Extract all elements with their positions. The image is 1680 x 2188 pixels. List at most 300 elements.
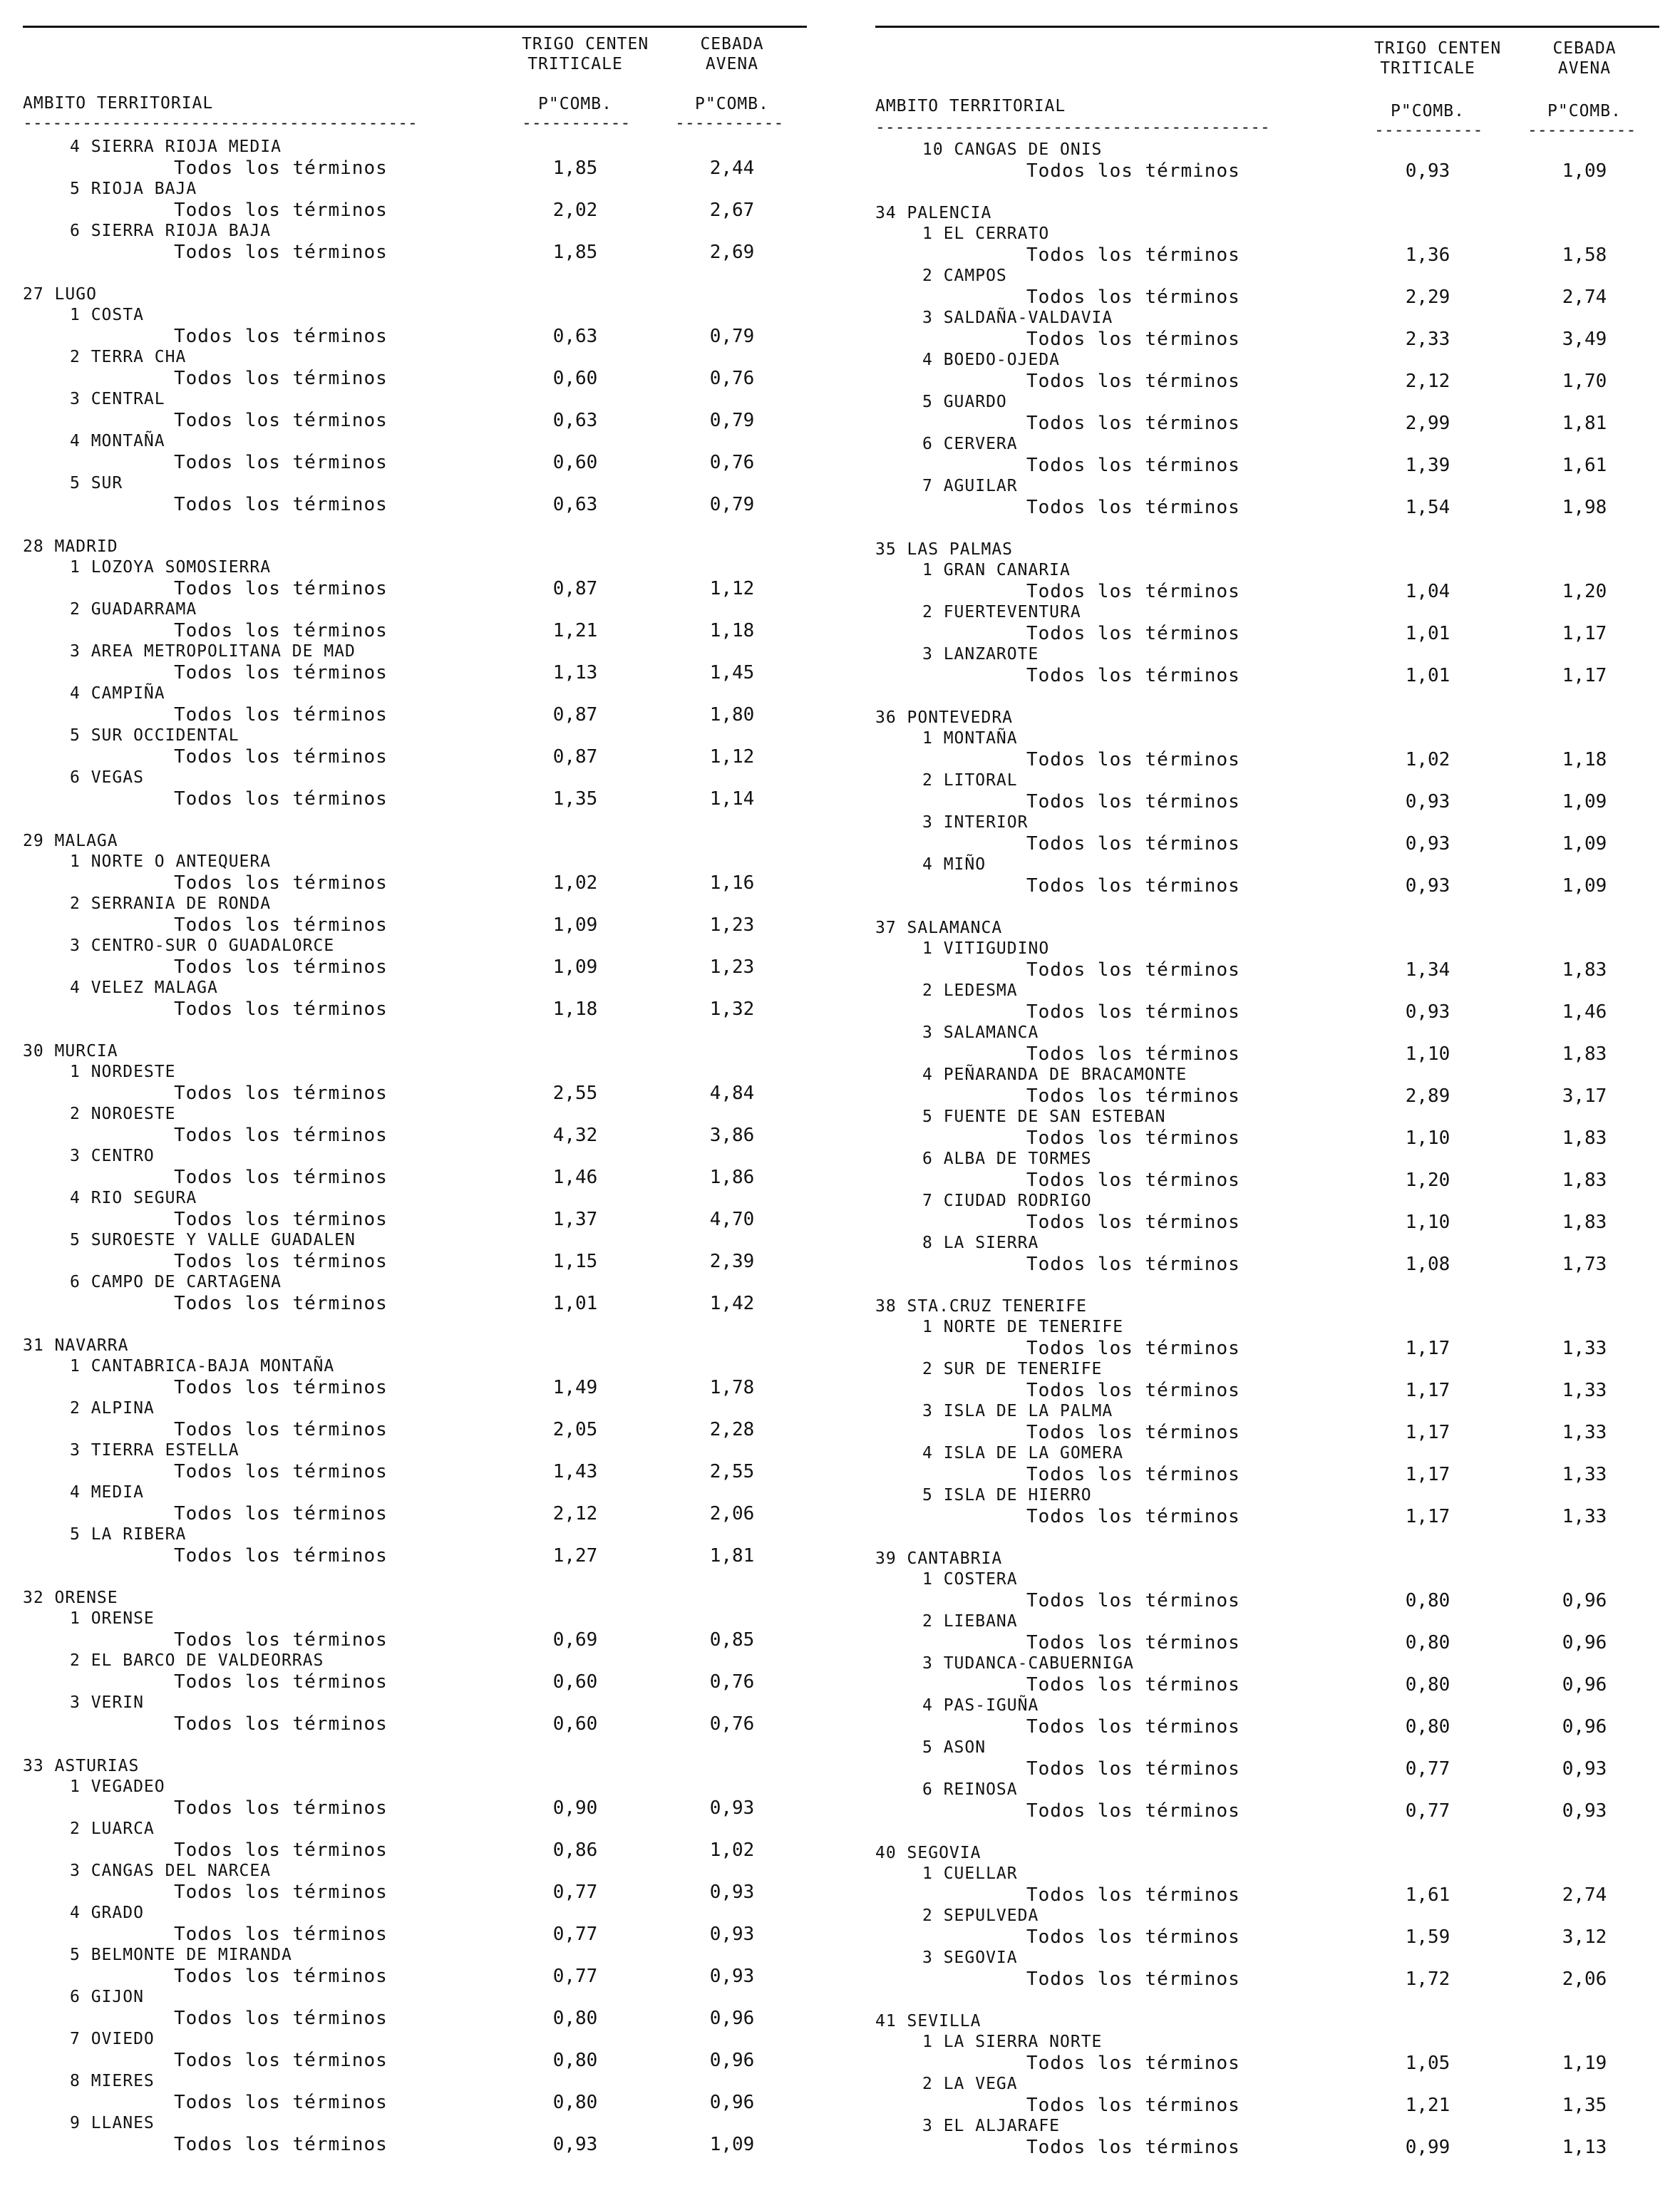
term-label: Todos los términos: [174, 956, 388, 978]
zone-heading: 1 NORTE DE TENERIFE: [922, 1318, 1124, 1336]
zone-heading: 5 LA RIBERA: [70, 1525, 187, 1544]
trigo-value: 2,12: [552, 1503, 598, 1524]
term-label: Todos los términos: [174, 1713, 388, 1735]
table-row: [23, 452, 828, 473]
term-label: Todos los términos: [1026, 1254, 1240, 1275]
cebada-value: 0,79: [709, 494, 755, 515]
term-label: Todos los términos: [1026, 1338, 1240, 1359]
trigo-value: 1,39: [1405, 455, 1450, 476]
zone-heading: 9 LLANES: [70, 2114, 155, 2132]
trigo-value: 0,80: [1405, 1632, 1450, 1653]
term-label: Todos los términos: [174, 1966, 388, 1987]
trigo-value: 0,69: [552, 1629, 598, 1651]
trigo-value: 1,37: [552, 1209, 598, 1230]
spacer: [875, 1275, 1680, 1296]
zone-heading: 6 REINOSA: [922, 1780, 1018, 1799]
table-row: [875, 2095, 1680, 2116]
trigo-value: 0,87: [552, 578, 598, 599]
cebada-value: 0,76: [709, 1671, 755, 1693]
zone-heading: 4 PEÑARANDA DE BRACAMONTE: [922, 1065, 1187, 1084]
term-label: Todos los términos: [174, 662, 388, 683]
zone-heading: 2 SEPULVEDA: [922, 1906, 1039, 1925]
province-heading: 31 NAVARRA: [23, 1336, 129, 1355]
cebada-value: 0,93: [709, 1924, 755, 1945]
term-label: Todos los términos: [174, 1419, 388, 1440]
trigo-value: 1,72: [1405, 1968, 1450, 1990]
table-row: [875, 581, 1680, 602]
table-row: [875, 2053, 1680, 2074]
cebada-value: 1,33: [1562, 1506, 1607, 1527]
term-label: Todos los términos: [174, 1629, 388, 1651]
table-row: [23, 914, 828, 936]
zone-heading: 3 SALDAÑA-VALDAVIA: [922, 309, 1113, 327]
term-label: Todos los términos: [1026, 1758, 1240, 1780]
trigo-value: 1,01: [1405, 665, 1450, 686]
term-label: Todos los términos: [1026, 2095, 1240, 2116]
spacer: [23, 810, 828, 831]
table-row: [23, 1924, 828, 1945]
trigo-value: 0,60: [552, 1671, 598, 1693]
province-heading: 30 MURCIA: [23, 1042, 118, 1061]
trigo-value: 2,99: [1405, 413, 1450, 434]
trigo-value: 0,80: [552, 2092, 598, 2113]
zone-heading: 2 LITORAL: [922, 771, 1018, 790]
term-label: Todos los términos: [1026, 959, 1240, 981]
term-label: Todos los términos: [174, 2008, 388, 2029]
table-row: [875, 1170, 1680, 1191]
ambito-rule: ----------------------------------------: [23, 114, 418, 133]
cebada-value: 1,17: [1562, 623, 1607, 644]
cebada-value: 1,81: [709, 1545, 755, 1567]
zone-heading: 6 CERVERA: [922, 435, 1018, 453]
trigo-value: 1,17: [1405, 1338, 1450, 1359]
table-row: [23, 1419, 828, 1440]
term-label: Todos los términos: [1026, 1800, 1240, 1822]
cebada-value: 1,16: [709, 872, 755, 894]
zone-heading: 2 SERRANIA DE RONDA: [70, 894, 272, 913]
zone-heading: 8 MIERES: [70, 2072, 155, 2090]
trigo-value: 0,93: [1405, 833, 1450, 855]
cebada-value: 3,12: [1562, 1926, 1607, 1948]
zone-heading: 3 TIERRA ESTELLA: [70, 1441, 239, 1460]
term-label: Todos los términos: [1026, 1464, 1240, 1485]
trigo-value: 0,87: [552, 746, 598, 768]
trigo-value: 1,36: [1405, 244, 1450, 266]
cebada-value: 2,55: [709, 1461, 755, 1482]
table-row: [875, 1254, 1680, 1275]
zone-heading: 3 SALAMANCA: [922, 1023, 1039, 1042]
term-label: Todos los términos: [1026, 1632, 1240, 1653]
table-row: [875, 1338, 1680, 1359]
table-body-left: [23, 137, 828, 2155]
cebada-value: 0,76: [709, 368, 755, 389]
spacer: [875, 686, 1680, 708]
term-label: Todos los términos: [1026, 1590, 1240, 1611]
province-heading: 29 MALAGA: [23, 832, 118, 850]
zone-heading: 3 LANZAROTE: [922, 645, 1039, 664]
province-heading: 36 PONTEVEDRA: [875, 708, 1014, 727]
term-label: Todos los términos: [1026, 1884, 1240, 1906]
col1-rule: -----------: [1374, 121, 1483, 140]
term-label: Todos los términos: [1026, 1127, 1240, 1149]
term-label: Todos los términos: [1026, 1926, 1240, 1948]
trigo-value: 1,04: [1405, 581, 1450, 602]
table-row: [23, 1125, 828, 1146]
table-row: [875, 1674, 1680, 1696]
zone-heading: 2 LUARCA: [70, 1820, 155, 1838]
trigo-value: 1,01: [552, 1293, 598, 1314]
table-row: [875, 1800, 1680, 1822]
term-label: Todos los términos: [1026, 581, 1240, 602]
cebada-value: 0,76: [709, 1713, 755, 1735]
term-label: Todos los términos: [174, 1293, 388, 1314]
zone-heading: 5 GUARDO: [922, 393, 1007, 411]
trigo-value: 0,80: [1405, 1590, 1450, 1611]
cebada-value: 1,09: [1562, 791, 1607, 812]
trigo-value: 0,93: [1405, 791, 1450, 812]
zone-heading: 4 MONTAÑA: [70, 432, 165, 450]
term-label: Todos los términos: [174, 368, 388, 389]
col2-rule: -----------: [675, 114, 784, 133]
cebada-value: 2,69: [709, 242, 755, 263]
cebada-value: 1,70: [1562, 371, 1607, 392]
term-label: Todos los términos: [1026, 1380, 1240, 1401]
cebada-value: 1,83: [1562, 1127, 1607, 1149]
spacer: [23, 1567, 828, 1588]
zone-heading: 5 ASON: [922, 1738, 986, 1757]
trigo-value: 4,32: [552, 1125, 598, 1146]
table-row: [23, 158, 828, 179]
col1-unit: P"COMB.: [538, 95, 612, 113]
zone-heading: 4 CAMPIÑA: [70, 684, 165, 703]
trigo-value: 0,77: [1405, 1800, 1450, 1822]
cebada-value: 0,96: [1562, 1674, 1607, 1696]
cebada-value: 1,46: [1562, 1001, 1607, 1023]
cebada-value: 1,14: [709, 788, 755, 810]
ambito-rule: ----------------------------------------: [875, 118, 1270, 137]
cebada-value: 0,93: [1562, 1800, 1607, 1822]
table-row: [875, 244, 1680, 266]
cebada-value: 3,49: [1562, 329, 1607, 350]
left-column: [23, 0, 828, 2188]
zone-heading: 2 TERRA CHA: [70, 348, 187, 366]
cebada-value: 1,09: [709, 2134, 755, 2155]
trigo-value: 1,17: [1405, 1506, 1450, 1527]
cebada-value: 1,61: [1562, 455, 1607, 476]
table-body-right: [875, 140, 1680, 2158]
zone-heading: 4 VELEZ MALAGA: [70, 979, 218, 997]
zone-heading: 5 ISLA DE HIERRO: [922, 1486, 1092, 1505]
zone-heading: 2 EL BARCO DE VALDEORRAS: [70, 1651, 324, 1670]
term-label: Todos los términos: [174, 1797, 388, 1819]
cebada-value: 1,83: [1562, 1212, 1607, 1233]
table-row: [875, 959, 1680, 981]
table-row: [875, 497, 1680, 518]
cebada-value: 1,33: [1562, 1464, 1607, 1485]
trigo-value: 0,63: [552, 410, 598, 431]
trigo-value: 2,02: [552, 200, 598, 221]
trigo-value: 1,49: [552, 1377, 598, 1398]
trigo-value: 1,85: [552, 242, 598, 263]
table-row: [875, 329, 1680, 350]
trigo-value: 1,35: [552, 788, 598, 810]
zone-heading: 1 ORENSE: [70, 1609, 155, 1628]
zone-heading: 2 LIEBANA: [922, 1612, 1018, 1631]
table-row: [23, 578, 828, 599]
trigo-value: 0,60: [552, 452, 598, 473]
trigo-value: 0,93: [552, 2134, 598, 2155]
zone-heading: 6 VEGAS: [70, 768, 144, 787]
trigo-value: 1,43: [552, 1461, 598, 1482]
cebada-value: 3,17: [1562, 1085, 1607, 1107]
table-row: [23, 494, 828, 515]
table-row: [23, 1671, 828, 1693]
zone-heading: 2 SUR DE TENERIFE: [922, 1360, 1103, 1378]
table-row: [23, 1882, 828, 1903]
term-label: Todos los términos: [174, 620, 388, 641]
table-row: [23, 1797, 828, 1819]
cebada-value: 1,80: [709, 704, 755, 726]
term-label: Todos los términos: [174, 326, 388, 347]
top-rule: [875, 26, 1659, 28]
term-label: Todos los términos: [174, 2092, 388, 2113]
zone-heading: 2 CAMPOS: [922, 267, 1007, 285]
zone-heading: 1 EL CERRATO: [922, 225, 1050, 243]
term-label: Todos los términos: [174, 746, 388, 768]
zone-heading: 4 PAS-IGUÑA: [922, 1696, 1039, 1715]
col2-unit: P"COMB.: [695, 95, 769, 113]
table-row: [23, 1713, 828, 1735]
cebada-value: 0,96: [709, 2008, 755, 2029]
table-row: [23, 2008, 828, 2029]
cebada-value: 1,81: [1562, 413, 1607, 434]
zone-heading: 1 LA SIERRA NORTE: [922, 2033, 1103, 2051]
province-heading: 41 SEVILLA: [875, 2012, 981, 2030]
table-row: [875, 160, 1680, 182]
cebada-value: 1,58: [1562, 244, 1607, 266]
zone-heading: 4 ISLA DE LA GOMERA: [922, 1444, 1124, 1462]
term-label: Todos los términos: [1026, 2053, 1240, 2074]
term-label: Todos los términos: [1026, 329, 1240, 350]
trigo-value: 0,80: [552, 2008, 598, 2029]
table-row: [23, 1966, 828, 1987]
trigo-value: 1,46: [552, 1167, 598, 1188]
zone-heading: 7 OVIEDO: [70, 2030, 155, 2048]
spacer: [875, 518, 1680, 540]
trigo-value: 2,12: [1405, 371, 1450, 392]
zone-heading: 3 ISLA DE LA PALMA: [922, 1402, 1113, 1420]
trigo-value: 1,20: [1405, 1170, 1450, 1191]
term-label: Todos los términos: [1026, 1212, 1240, 1233]
cebada-value: 4,70: [709, 1209, 755, 1230]
table-row: [875, 1632, 1680, 1653]
term-label: Todos los términos: [174, 158, 388, 179]
cebada-value: 1,98: [1562, 497, 1607, 518]
term-label: Todos los términos: [174, 452, 388, 473]
table-row: [875, 791, 1680, 812]
trigo-value: 0,93: [1405, 160, 1450, 182]
spacer: [875, 182, 1680, 203]
term-label: Todos los términos: [1026, 623, 1240, 644]
cebada-value: 1,18: [1562, 749, 1607, 770]
spacer: [23, 515, 828, 537]
cebada-value: 1,17: [1562, 665, 1607, 686]
spacer: [875, 1822, 1680, 1843]
zone-heading: 2 NOROESTE: [70, 1105, 176, 1123]
table-row: [875, 287, 1680, 308]
cebada-value: 1,12: [709, 746, 755, 768]
table-row: [875, 1043, 1680, 1065]
zone-heading: 1 NORDESTE: [70, 1063, 176, 1081]
table-row: [23, 368, 828, 389]
cebada-value: 1,83: [1562, 1043, 1607, 1065]
table-row: [875, 1590, 1680, 1611]
col1-unit: P"COMB.: [1391, 102, 1465, 120]
table-row: [875, 623, 1680, 644]
table-row: [875, 833, 1680, 855]
zone-heading: 5 BELMONTE DE MIRANDA: [70, 1946, 292, 1964]
zone-heading: 4 SIERRA RIOJA MEDIA: [70, 138, 282, 156]
zone-heading: 1 LOZOYA SOMOSIERRA: [70, 558, 272, 577]
cebada-value: 1,18: [709, 620, 755, 641]
trigo-value: 0,63: [552, 326, 598, 347]
cebada-value: 1,12: [709, 578, 755, 599]
table-row: [23, 242, 828, 263]
table-row: [23, 1839, 828, 1861]
zone-heading: 5 SUROESTE Y VALLE GUADALEN: [70, 1231, 356, 1249]
trigo-value: 0,93: [1405, 1001, 1450, 1023]
cebada-value: 0,96: [1562, 1632, 1607, 1653]
table-row: [875, 1127, 1680, 1149]
table-row: [875, 749, 1680, 770]
table-row: [875, 1716, 1680, 1738]
col2-header: CEBADA AVENA: [1552, 39, 1617, 78]
trigo-value: 1,10: [1405, 1043, 1450, 1065]
zone-heading: 6 ALBA DE TORMES: [922, 1150, 1092, 1168]
table-row: [875, 1968, 1680, 1990]
trigo-value: 0,77: [552, 1924, 598, 1945]
col1-rule: -----------: [522, 114, 631, 133]
table-row: [875, 455, 1680, 476]
term-label: Todos los términos: [174, 872, 388, 894]
trigo-value: 0,60: [552, 1713, 598, 1735]
cebada-value: 1,09: [1562, 160, 1607, 182]
table-row: [23, 1293, 828, 1314]
cebada-value: 0,79: [709, 410, 755, 431]
term-label: Todos los términos: [1026, 1170, 1240, 1191]
term-label: Todos los términos: [174, 704, 388, 726]
trigo-value: 0,80: [1405, 1716, 1450, 1738]
trigo-value: 1,34: [1405, 959, 1450, 981]
zone-heading: 4 GRADO: [70, 1904, 144, 1922]
trigo-value: 0,77: [1405, 1758, 1450, 1780]
spacer: [23, 1735, 828, 1756]
table-row: [23, 998, 828, 1020]
term-label: Todos los términos: [1026, 287, 1240, 308]
zone-heading: 1 CUELLAR: [922, 1864, 1018, 1883]
trigo-value: 1,17: [1405, 1380, 1450, 1401]
zone-heading: 3 EL ALJARAFE: [922, 2117, 1061, 2135]
term-label: Todos los términos: [1026, 749, 1240, 770]
cebada-value: 1,33: [1562, 1422, 1607, 1443]
cebada-value: 0,79: [709, 326, 755, 347]
trigo-value: 1,10: [1405, 1127, 1450, 1149]
cebada-value: 3,86: [709, 1125, 755, 1146]
col2-rule: -----------: [1527, 121, 1637, 140]
trigo-value: 2,55: [552, 1083, 598, 1104]
cebada-value: 1,19: [1562, 2053, 1607, 2074]
cebada-value: 1,33: [1562, 1380, 1607, 1401]
zone-heading: 3 TUDANCA-CABUERNIGA: [922, 1654, 1134, 1673]
zone-heading: 6 GIJON: [70, 1988, 144, 2006]
trigo-value: 0,93: [1405, 875, 1450, 897]
term-label: Todos los términos: [174, 200, 388, 221]
term-label: Todos los términos: [174, 1839, 388, 1861]
spacer: [23, 263, 828, 284]
table-row: [875, 1085, 1680, 1107]
trigo-value: 0,86: [552, 1839, 598, 1861]
table-row: [23, 956, 828, 978]
term-label: Todos los términos: [174, 410, 388, 431]
trigo-value: 1,61: [1405, 1884, 1450, 1906]
table-row: [875, 371, 1680, 392]
cebada-value: 0,96: [709, 2050, 755, 2071]
cebada-value: 2,44: [709, 158, 755, 179]
trigo-value: 1,21: [1405, 2095, 1450, 2116]
trigo-value: 1,08: [1405, 1254, 1450, 1275]
province-heading: 32 ORENSE: [23, 1589, 118, 1607]
table-row: [875, 1926, 1680, 1948]
table-row: [875, 1212, 1680, 1233]
zone-heading: 1 VEGADEO: [70, 1777, 165, 1796]
term-label: Todos los términos: [174, 578, 388, 599]
trigo-value: 1,15: [552, 1251, 598, 1272]
trigo-value: 1,01: [1405, 623, 1450, 644]
cebada-value: 0,76: [709, 452, 755, 473]
province-heading: 33 ASTURIAS: [23, 1757, 140, 1775]
spacer: [875, 1990, 1680, 2011]
cebada-value: 2,28: [709, 1419, 755, 1440]
term-label: Todos los términos: [1026, 833, 1240, 855]
term-label: Todos los términos: [1026, 1001, 1240, 1023]
ambito-header: AMBITO TERRITORIAL: [23, 94, 214, 113]
term-label: Todos los términos: [174, 1503, 388, 1524]
cebada-value: 1,23: [709, 956, 755, 978]
top-rule: [23, 26, 807, 28]
cebada-value: 2,39: [709, 1251, 755, 1272]
zone-heading: 3 INTERIOR: [922, 813, 1029, 832]
cebada-value: 1,33: [1562, 1338, 1607, 1359]
trigo-value: 0,99: [1405, 2137, 1450, 2158]
table-row: [23, 746, 828, 768]
cebada-value: 1,32: [709, 998, 755, 1020]
table-row: [875, 413, 1680, 434]
trigo-value: 1,54: [1405, 497, 1450, 518]
zone-heading: 4 MIÑO: [922, 855, 986, 874]
trigo-value: 1,09: [552, 914, 598, 936]
cebada-value: 1,35: [1562, 2095, 1607, 2116]
col2-unit: P"COMB.: [1547, 102, 1622, 120]
cebada-value: 0,96: [1562, 1590, 1607, 1611]
term-label: Todos los términos: [174, 1083, 388, 1104]
table-row: [875, 1464, 1680, 1485]
table-row: [23, 200, 828, 221]
term-label: Todos los términos: [1026, 2137, 1240, 2158]
table-row: [23, 1167, 828, 1188]
term-label: Todos los términos: [174, 1924, 388, 1945]
cebada-value: 0,93: [1562, 1758, 1607, 1780]
zone-heading: 2 LEDESMA: [922, 981, 1018, 1000]
